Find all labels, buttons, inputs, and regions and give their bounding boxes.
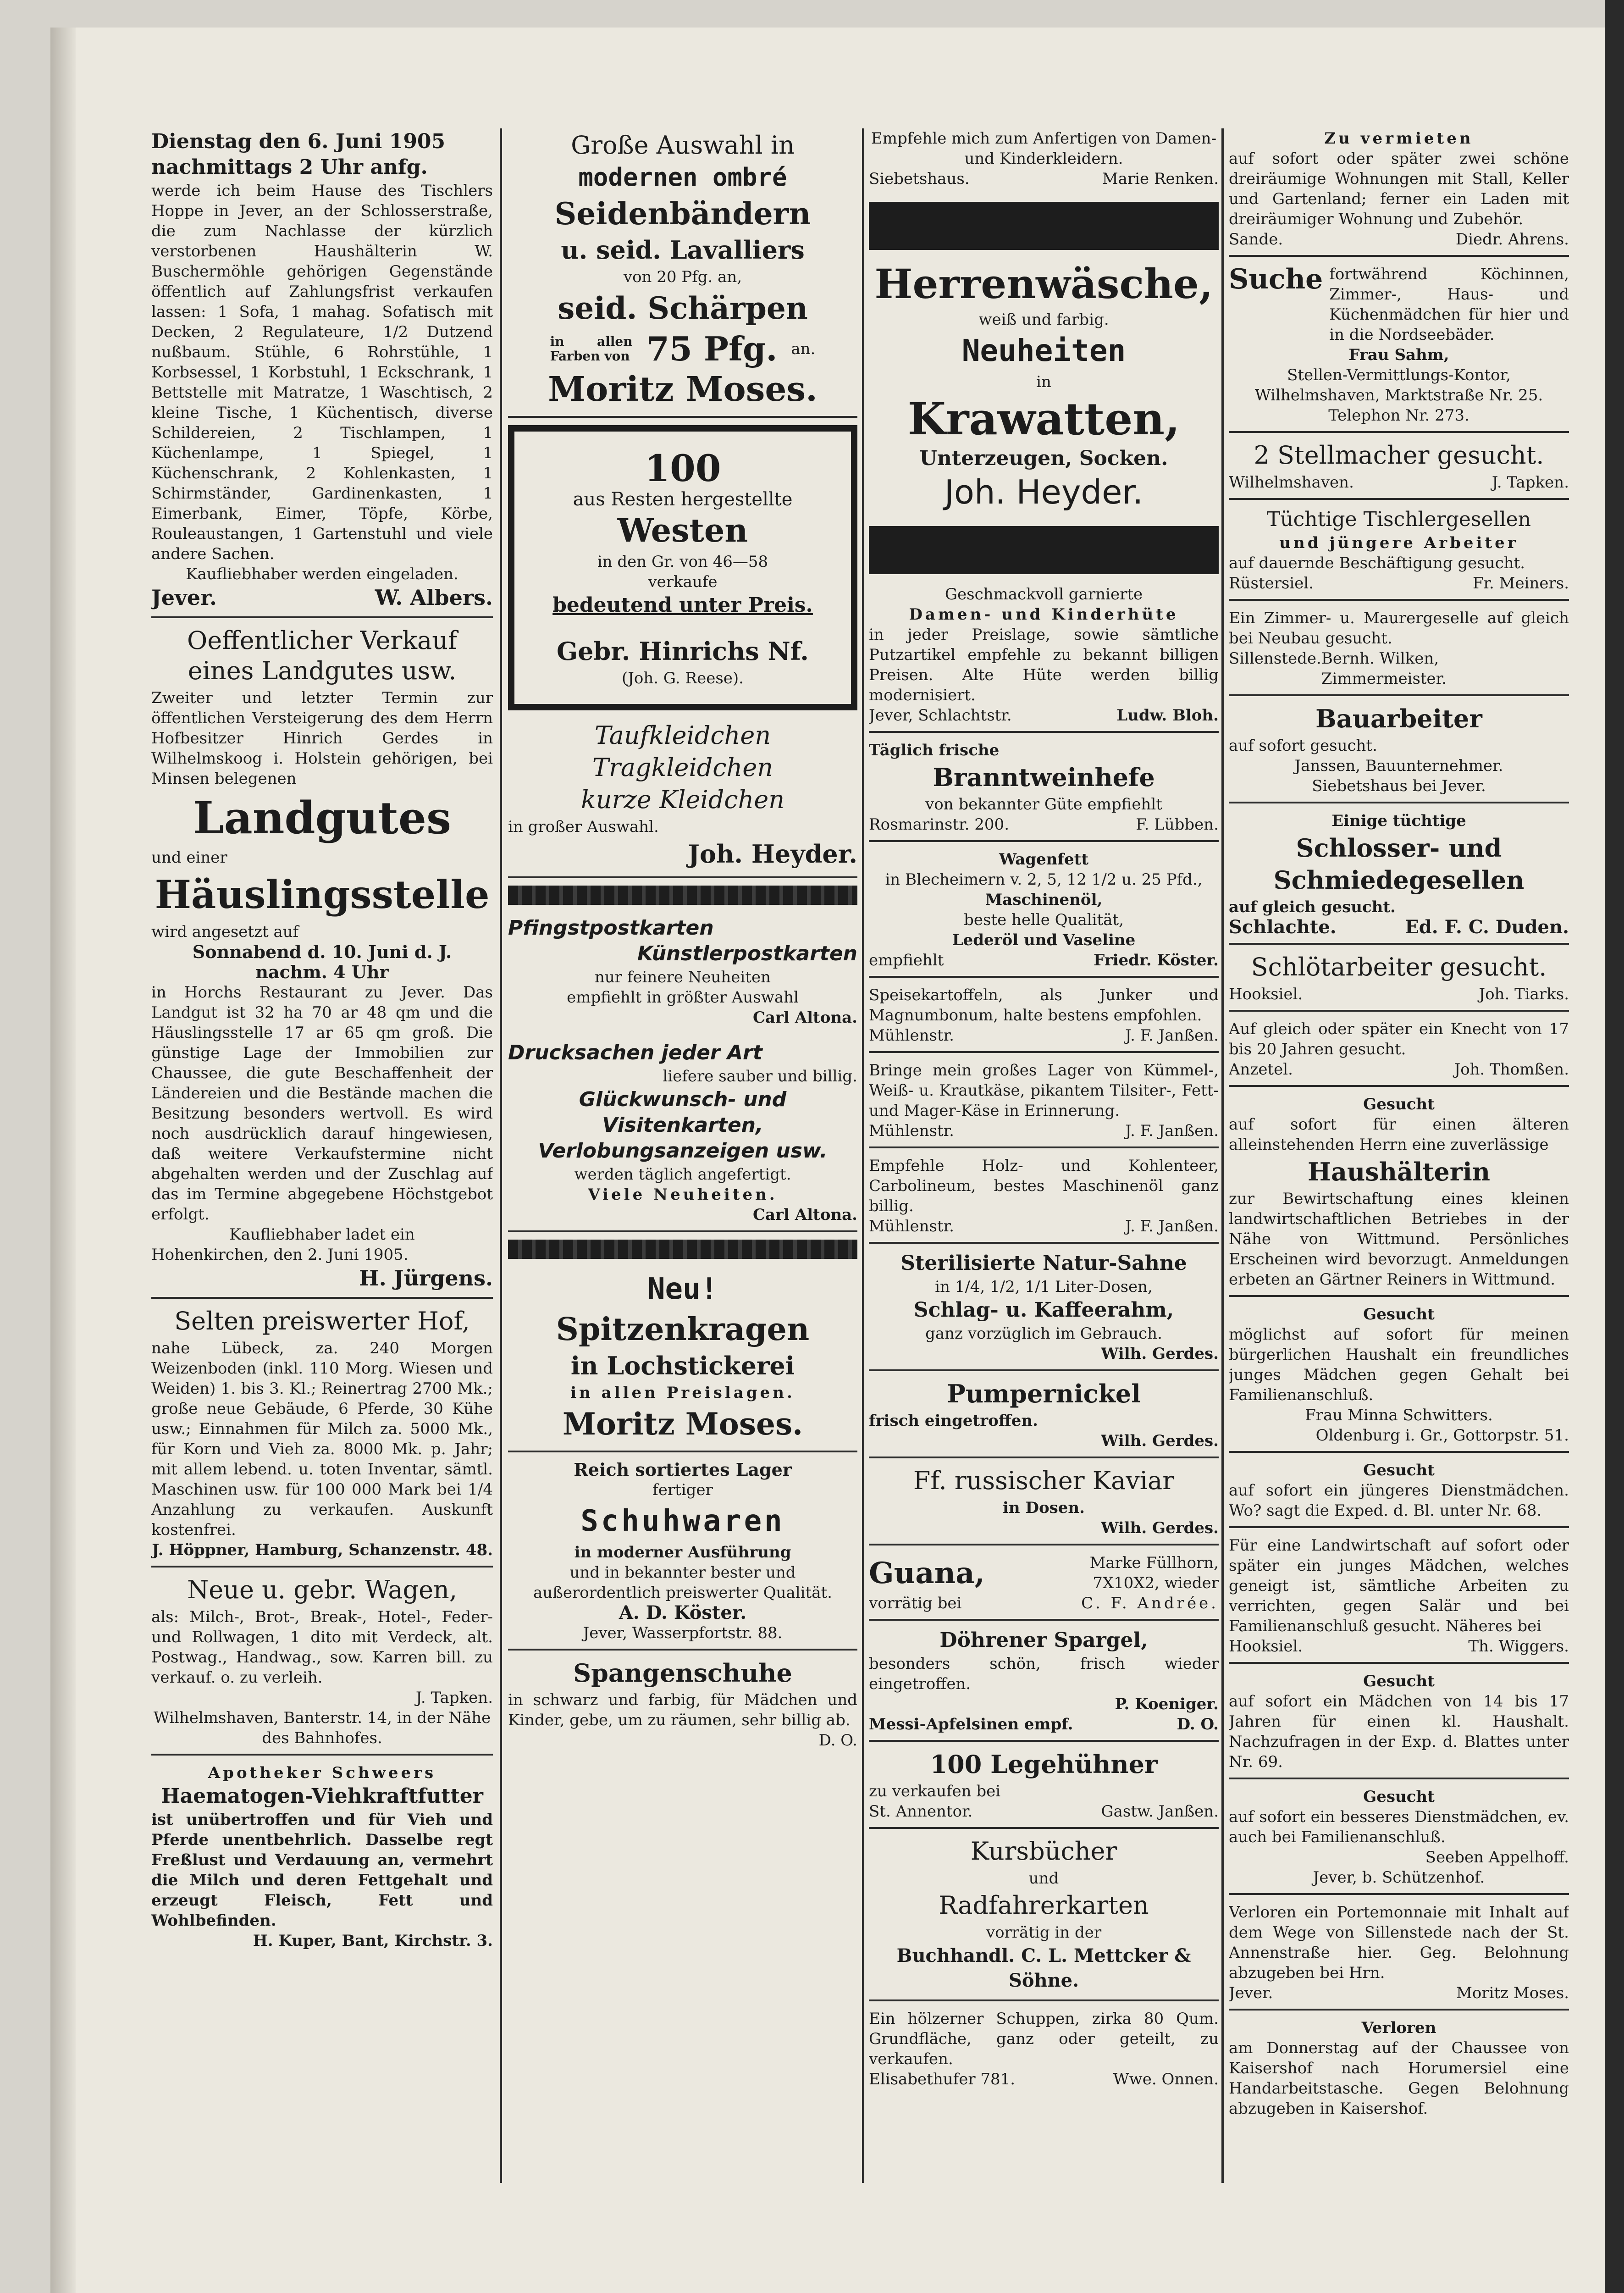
ad-line: auf sofort gesucht.	[1229, 737, 1377, 755]
ad-line: Seidenbändern	[554, 196, 811, 232]
ad-place: Mühlenstr.	[869, 1026, 954, 1045]
ad-place: Schlachte.	[1229, 916, 1337, 938]
ad-line: in allen Preislagen.	[570, 1384, 795, 1402]
ad-signature: Wilh. Gerdes.	[1101, 1345, 1219, 1363]
ad-line: Damen- und Kinderhüte	[909, 605, 1179, 624]
ad-line: Janssen, Bauunternehmer.	[1294, 757, 1503, 775]
ad-signature: D. O.	[1177, 1715, 1219, 1734]
ad-top-line: Gesucht	[1363, 1305, 1435, 1324]
lace-collars-ad	[508, 1270, 857, 1452]
ad-body: auf sofort ein besseres Dienstmädchen, ev. auch bei Familienanschluß.	[1229, 1808, 1569, 1846]
ad-headline: Neue u. gebr. Wagen,	[187, 1575, 457, 1604]
ad-line: bedeutend unter Preis.	[552, 593, 813, 617]
ad-signature: C. F. Andrée.	[1081, 1594, 1219, 1612]
ad-headline: Sterilisierte Natur-Sahne	[900, 1252, 1187, 1275]
ad-body: möglichst auf sofort für meinen bürgerlichen Haushalt ein freundliches junges Mädchen gegen Gehalt bei Familienanschluß.	[1229, 1325, 1569, 1404]
ad-body: werde ich beim Hause des Tischlers Hoppe in Jever, an der Schlosserstraße, die zum Nachlasse der kürzlich verstorbenen Haushälterin W. Buschermöhle gehörigen Gegenstände öffentlich auf Zahlungsfrist verkaufen lassen: 1 Sofa, 1 mahag. Sofatisch mit Decken, 2 Regulateure, 1/2 Dutzend nußbaum. Stühle, 6 Rohrstühle, 1 Korbsessel, 1 Korbstuhl, 1 Eckschrank, 1 Bettstelle mit Matratze, 1 Waschtisch, 2 kleine Tische, 1 Küchentisch, diverse Schildereien, 2 Tischlampen, 1 Küchenlampe, 1 Spiegel, 1 Küchenschrank, 2 Kohlenkasten, 1 Schirmständer, Gardinenkasten, 1 Eimerbank, Eimer, Töpfe, Körbe, Rouleaustangen, 1 Gartenstuhl und viele andere Sachen.	[151, 182, 493, 563]
yeast-ad	[869, 740, 1219, 842]
ad-headline: Oeffentlicher Verkauf eines Landgutes usw.	[187, 626, 458, 685]
vests-ad-frame	[508, 425, 857, 710]
ad-line: Reich sortiertes Lager	[574, 1459, 792, 1480]
timetables-ad	[869, 1836, 1219, 2001]
ad-body: Bringe mein großes Lager von Kümmel-, Weiß- u. Krautkäse, pikantem Tilsiter-, Fett- und Mager-Käse in Erinnerung.	[869, 1061, 1219, 1120]
ad-line: Stellen-Vermittlungs-Kontor,	[1287, 366, 1511, 384]
ad-headline: 2 Stellmacher gesucht.	[1254, 441, 1544, 470]
ad-big-title: Häuslingsstelle	[155, 872, 490, 917]
ad-headline: Schlosser- und	[1296, 833, 1502, 863]
ad-line: Neu!	[647, 1272, 718, 1306]
pumpernickel-ad	[869, 1379, 1219, 1458]
ad-line: Wagenfett	[999, 850, 1089, 869]
ad-line: Taufkleidchen	[594, 721, 771, 750]
ad-headline: Ff. russischer Kaviar	[913, 1466, 1175, 1495]
column-3	[869, 128, 1219, 2183]
ad-line: auf gleich gesucht.	[1229, 898, 1396, 916]
potatoes-ad	[869, 985, 1219, 1053]
ad-body: Ein Zimmer- u. Maurergeselle auf gleich bei Neubau gesucht.	[1229, 609, 1569, 648]
ad-body: auf sofort für einen älteren alleinstehenden Herrn eine zuverlässige	[1229, 1115, 1569, 1154]
ad-place: Elisabethufer 781.	[869, 2070, 1016, 2088]
wanted-young-girl-ad	[1229, 1671, 1569, 1779]
ad-signature: Fr. Meiners.	[1472, 574, 1569, 593]
ad-line: in moderner Ausführung	[574, 1543, 791, 1562]
farm-girl-ad	[1229, 1535, 1569, 1664]
ad-text: und einer	[151, 848, 227, 867]
ad-headline: Schmiedegesellen	[1273, 865, 1525, 895]
column-4	[1229, 128, 1569, 2183]
ad-line: verkaufe	[648, 573, 718, 591]
ad-line: nur feinere Neuheiten	[595, 968, 771, 986]
ad-line: in allen Farben von	[550, 333, 633, 364]
strap-shoes-ad	[508, 1658, 857, 1756]
ad-body: Für eine Landwirtschaft auf sofort oder später ein junges Mädchen, welches geneigt ist, sämtliche Arbeiten zu verrichten, gegen Salär und bei Familienanschluß gesucht. Näheres bei	[1229, 1536, 1569, 1635]
ad-body: in Horchs Restaurant zu Jever. Das Landgut ist 32 ha 70 ar 48 qm und die Häuslingsstelle 17 ar 65 qm groß. Die günstige Lage der Immobilien zur Chaussee, die gute Beschaffenheit der Ländereien und die Bestände machen die Besitzung besonders wertvoll. Es wird noch ausdrücklich darauf hingewiesen, daß weitere Verkaufstermine nicht abgehalten werden und der Zuschlag auf das im Termine abgegebene Höchstgebot erfolgt.	[151, 983, 493, 1224]
ad-headline: Haematogen-Viehkraftfutter	[161, 1784, 483, 1808]
ad-body: auf sofort ein jüngeres Dienstmädchen. Wo? sagt die Exped. d. Bl. unter Nr. 68.	[1229, 1481, 1569, 1520]
ad-place: Mühlenstr.	[869, 1122, 954, 1140]
farmhand-ad	[1229, 1019, 1569, 1087]
ad-line: fertiger	[652, 1481, 713, 1499]
ad-body: Empfehle Holz- und Kohlenteer, Carbolineum, bestes Maschinenöl ganz billig.	[869, 1157, 1219, 1215]
ad-line: Täglich frische	[869, 741, 1000, 759]
ad-line: Neuheiten	[961, 333, 1126, 368]
ad-signature: Joh. Heyder.	[688, 839, 857, 869]
ad-signature: Diedr. Ahrens.	[1455, 230, 1569, 249]
ad-line: Wilhelmshaven, Marktstraße Nr. 25.	[1254, 386, 1543, 404]
ad-body: in jeder Preislage, sowie sämtliche Putzartikel empfehle zu bekannt billigen Preisen. Alte Hüte werden billig modernisiert.	[869, 626, 1219, 704]
ad-top-line: Verloren	[1361, 2019, 1436, 2037]
ad-headline: Dienstag den 6. Juni 1905	[151, 130, 446, 153]
ad-place: Jever.	[1229, 1984, 1273, 2002]
ad-line: von bekannter Güte empfiehlt	[925, 795, 1162, 814]
ad-address: Jever, b. Schützenhof.	[1313, 1868, 1485, 1887]
childrens-dresses-ad	[508, 720, 857, 878]
ad-line: Pfingstpostkarten	[508, 916, 714, 940]
ad-line: Geschmackvoll garnierte	[945, 585, 1143, 604]
asparagus-ad	[869, 1628, 1219, 1742]
ad-name: J. Tapken.	[415, 1689, 493, 1707]
ad-signature: Friedr. Köster.	[1094, 951, 1219, 969]
ad-headline: Tüchtige Tischlergesellen	[1266, 508, 1531, 531]
ad-headline: Krawatten,	[907, 393, 1180, 445]
ad-line: empfiehlt in größter Auswahl	[567, 988, 799, 1007]
ad-signature: J. F. Janßen.	[1125, 1026, 1219, 1045]
ad-signature: F. Lübben.	[1136, 815, 1219, 834]
ad-line: und in bekannter bester und außerordentlich preiswerter Qualität.	[533, 1563, 832, 1602]
ad-line: in	[1036, 373, 1051, 391]
cattle-feed-ad	[151, 1763, 493, 1956]
hats-ad	[869, 584, 1219, 733]
ad-headline: Zu vermieten	[1324, 129, 1474, 148]
mason-ad	[1229, 608, 1569, 696]
ad-headline: 100 Legehühner	[930, 1750, 1158, 1779]
ad-price: 75 Pfg.	[646, 329, 778, 368]
ad-body: am Donnerstag auf der Chaussee von Kaisershof nach Horumersiel eine Handarbeitstasche. Gegen Belohnung abzugeben in Kaisershof.	[1229, 2039, 1569, 2118]
ad-headline: Selten preiswerter Hof,	[174, 1307, 470, 1335]
printing-ad	[508, 1041, 857, 1232]
ad-line: Siebetshaus bei Jever.	[1312, 777, 1486, 795]
scan-right-edge	[1605, 0, 1624, 2293]
ad-line: Einige tüchtige	[1331, 812, 1466, 830]
black-bar	[869, 202, 1219, 250]
ad-body: auf sofort oder später zwei schöne dreiräumige Wohnungen mit Stall, Keller und Gartenland; ferner ein Laden mit dreiräumiger Wohnung und Zubehör.	[1229, 150, 1569, 228]
ad-line: Marke Füllhorn,	[1089, 1554, 1219, 1572]
ad-line: in den Gr. von 46—58	[597, 553, 768, 571]
ad-headline: Haushälterin	[1308, 1157, 1490, 1186]
ad-line: zu verkaufen bei	[869, 1782, 1001, 1800]
ad-line: auf dauernde Beschäftigung gesucht.	[1229, 554, 1525, 572]
ad-signature: Seeben Appelhoff.	[1425, 1848, 1569, 1867]
ad-signature: Carl Altona.	[752, 1206, 857, 1224]
black-bar	[869, 526, 1219, 574]
ad-place: St. Annentor.	[869, 1802, 973, 1821]
lost-purse-ad	[1229, 1902, 1569, 2011]
column-2	[508, 128, 857, 2183]
guano-ad	[869, 1553, 1219, 1621]
ad-line: werden täglich angefertigt.	[574, 1165, 791, 1184]
auction-ad-albers	[151, 129, 493, 618]
tar-ad	[869, 1156, 1219, 1244]
ad-place: Hooksiel.	[1229, 985, 1303, 1003]
farm-sale-ad	[151, 1306, 493, 1567]
silk-ribbons-ad	[508, 130, 857, 418]
ad-place: Wilhelmshaven.	[1229, 473, 1354, 492]
ad-top-line: Gesucht	[1363, 1788, 1435, 1806]
wanted-girl-ad	[1229, 1304, 1569, 1453]
ad-signature: Ed. F. C. Duden.	[1405, 916, 1569, 938]
ad-headline: Pumpernickel	[947, 1379, 1141, 1408]
ad-line: Maschinenöl,	[985, 891, 1103, 909]
ad-address: Jever, Wasserpfortstr. 88.	[583, 1624, 783, 1642]
ad-signature: J. Höppner, Hamburg, Schanzenstr. 48.	[152, 1541, 493, 1559]
ad-headline: Döhrener Spargel,	[939, 1628, 1148, 1652]
ad-signature: Joh. Heyder.	[944, 473, 1143, 511]
ad-line: 7X10X2, wieder	[1093, 1574, 1219, 1592]
column-rule	[862, 128, 864, 2183]
ad-line: frisch eingetroffen.	[869, 1412, 1038, 1430]
ad-line: Künstlerpostkarten	[637, 942, 857, 965]
ad-signature: H. Jürgens.	[359, 1266, 493, 1291]
wagon-ad	[151, 1575, 493, 1756]
ad-address: Wilhelmshaven, Banterstr. 14, in der Nähe des Bahnhofes.	[153, 1709, 491, 1747]
shed-ad	[869, 2009, 1219, 2095]
ad-subheadline: nachmittags 2 Uhr anfg.	[151, 155, 428, 179]
lost-bag-ad	[1229, 2018, 1569, 2124]
ad-line: Drucksachen jeder Art	[508, 1041, 762, 1064]
ad-signature: Moritz Moses.	[1456, 1984, 1569, 2002]
ad-intro: Zweiter und letzter Termin zur öffentlichen Versteigerung des dem Herrn Hofbesitzer Hinrich Gerdes in Wilhelmskoog i. Holstein gehörigen, bei Minsen belegenen	[151, 689, 493, 788]
ad-line: in großer Auswahl.	[508, 818, 659, 836]
ad-place: Hooksiel.	[1229, 1637, 1303, 1656]
postcards-ad	[508, 916, 857, 1033]
ad-signature: Frau Minna Schwitters.	[1305, 1406, 1493, 1424]
ad-headline: Herrenwäsche,	[874, 260, 1213, 308]
ad-signature: J. Tapken.	[1491, 473, 1569, 492]
ad-line: in Lochstickerei	[570, 1351, 795, 1380]
ad-headline: Kursbücher	[970, 1837, 1117, 1866]
ad-line: Tragkleidchen	[592, 753, 773, 782]
ad-signature: Moritz Moses.	[548, 370, 818, 409]
menswear-ad	[869, 260, 1219, 519]
ad-line: in Dosen.	[1003, 1499, 1085, 1517]
ad-line: beste helle Qualität,	[964, 911, 1124, 929]
ad-body: Verloren ein Portemonnaie mit Inhalt auf dem Wege von Sillenstede nach der St. Annenstraße hier. Geg. Belohnung abzugeben bei Hrn.	[1229, 1903, 1569, 1982]
cheese-ad	[869, 1060, 1219, 1148]
ad-place: Rosmarinstr. 200.	[869, 815, 1009, 834]
ad-signature: A. D. Köster.	[619, 1602, 747, 1623]
ad-date: Sonnabend d. 10. Juni d. J.	[192, 942, 452, 962]
ad-place: Sande.	[1229, 230, 1283, 249]
ad-signature: Ludw. Bloh.	[1116, 706, 1219, 725]
ad-signature: D. O.	[818, 1731, 857, 1750]
ad-text: wird angesetzt auf	[151, 923, 299, 941]
ad-place: Jever, Schlachtstr.	[869, 706, 1012, 725]
ad-line: von 20 Pfg. an,	[623, 268, 742, 286]
page-binding-shadow	[50, 28, 76, 2293]
grease-oil-ad	[869, 849, 1219, 978]
ad-signature: Th. Wiggers.	[1468, 1637, 1569, 1656]
carpenters-ad	[1229, 507, 1569, 601]
ad-body: Empfehle mich zum Anfertigen von Damen- und Kinderkleidern.	[871, 129, 1217, 168]
ad-headline: Schuhwaren	[580, 1504, 785, 1538]
ad-body: fortwährend Köchinnen, Zimmer-, Haus- und Küchenmädchen für hier und in die Nordseebäder.	[1329, 265, 1569, 344]
ad-top-line: Gesucht	[1363, 1095, 1435, 1113]
ad-line: Schlag- u. Kaffeerahm,	[913, 1298, 1174, 1322]
ad-body: ist unübertroffen und für Vieh und Pferde unentbehrlich. Dasselbe regt Freßlust und Verdauung an, vermehrt die Milch und deren Fettgehalt und erzeugt Fleisch, Fett und Wohlbefinden.	[151, 1811, 493, 1930]
ad-body: zur Bewirtschaftung eines kleinen landwirtschaftlichen Betriebes in der Nähe von Wittmund. Persönliches Erscheinen wird bevorzugt. Anmeldungen erbeten an Gärtner Reiners in Wittmund.	[1229, 1190, 1569, 1289]
ad-line: kurze Kleidchen	[580, 785, 785, 814]
ad-headline: Westen	[617, 511, 748, 549]
ad-line: aus Resten hergestellte	[573, 489, 793, 510]
ad-signature: Wilh. Gerdes.	[1101, 1519, 1219, 1537]
ad-body: besonders schön, frisch wieder eingetroffen.	[869, 1655, 1219, 1693]
ad-text: empfiehlt	[869, 951, 944, 969]
ad-signature: Wwe. Onnen.	[1113, 2070, 1219, 2088]
ad-time: nachm. 4 Uhr	[255, 962, 389, 982]
ad-signature: Frau Sahm,	[1348, 346, 1449, 364]
construction-workers-ad	[1229, 703, 1569, 803]
ad-line: Große Auswahl in	[571, 131, 795, 160]
column-rule	[1221, 128, 1224, 2183]
column-1	[151, 128, 493, 2183]
ad-headline: Suche	[1229, 263, 1323, 295]
decorative-band	[508, 886, 857, 905]
ad-headline: Branntweinhefe	[933, 763, 1155, 792]
ad-number: 100	[644, 447, 721, 490]
ad-line: in 1/4, 1/2, 1/1 Liter-Dosen,	[935, 1278, 1153, 1296]
for-rent-ad	[1229, 128, 1569, 257]
ad-line: weiß und farbig.	[978, 310, 1109, 329]
ad-headline: Guana,	[869, 1556, 985, 1590]
ad-body: auf sofort ein Mädchen von 14 bis 17 Jahren für einen kl. Haushalt. Nachzufragen in der Exp. d. Blattes unter Nr. 69.	[1229, 1692, 1569, 1771]
ad-signature: Carl Altona.	[752, 1008, 857, 1027]
ad-line: in Blecheimern v. 2, 5, 12 1/2 u. 25 Pfd.,	[885, 870, 1203, 889]
employment-agency-ad	[1229, 264, 1569, 433]
ad-line: ganz vorzüglich im Gebrauch.	[925, 1324, 1162, 1343]
ad-signature: Gebr. Hinrichs Nf.	[557, 637, 809, 666]
ad-line: modernen ombré	[578, 163, 787, 192]
ad-signature: Buchhandl. C. L. Mettcker & Söhne.	[896, 1945, 1191, 1991]
cream-ad	[869, 1251, 1219, 1371]
ad-signature: P. Koeniger.	[1115, 1695, 1219, 1713]
ad-line: Telephon Nr. 273.	[1328, 406, 1469, 425]
ad-body: als: Milch-, Brot-, Break-, Hotel-, Feder- und Rollwagen, 1 dito mit Verdeck, alt. Postwag., Handwag., sow. Karren bill. zu verkauf. o. zu verleih.	[151, 1608, 493, 1687]
ad-line: Messi-Apfelsinen empf.	[869, 1715, 1073, 1734]
ad-line: Viele Neuheiten.	[588, 1185, 778, 1204]
ad-top-line: Apotheker Schweers	[208, 1764, 436, 1782]
estate-sale-ad	[151, 626, 493, 1299]
caviar-ad	[869, 1466, 1219, 1545]
ad-address: Oldenburg i. Gr., Gottorpstr. 51.	[1315, 1426, 1569, 1445]
ad-line: und	[1028, 1869, 1059, 1888]
ad-line: und jüngere Arbeiter	[1279, 534, 1519, 552]
ad-line: u. seid. Lavalliers	[561, 235, 805, 265]
ad-top-line: Gesucht	[1363, 1461, 1435, 1479]
decorative-band	[508, 1240, 857, 1259]
ad-line: Verlobungsanzeigen usw.	[538, 1139, 828, 1163]
ad-place: Sillenstede.	[1229, 649, 1321, 668]
ad-place: Mühlenstr.	[869, 1217, 954, 1235]
ad-line: seid. Schärpen	[558, 290, 808, 326]
ad-invite: Kaufliebhaber ladet ein	[229, 1225, 415, 1244]
ad-signature: Joh. Tiarks.	[1479, 985, 1569, 1003]
ad-signature: J. F. Janßen.	[1125, 1217, 1219, 1235]
ad-signature: Bernh. Wilken, Zimmermeister.	[1321, 649, 1447, 688]
ad-signature: J. F. Janßen.	[1125, 1122, 1219, 1140]
ad-headline: Schlötarbeiter gesucht.	[1251, 953, 1547, 981]
ad-line: Glückwunsch- und	[579, 1088, 787, 1111]
ad-line: (Joh. G. Reese).	[622, 669, 744, 687]
ad-signature: H. Kuper, Bant, Kirchstr. 3.	[253, 1932, 493, 1950]
hens-ad	[869, 1749, 1219, 1829]
ad-body: Auf gleich oder später ein Knecht von 17 bis 20 Jahren gesucht.	[1229, 1020, 1569, 1058]
housekeeper-ad	[1229, 1094, 1569, 1297]
wanted-servant-ad	[1229, 1787, 1569, 1895]
ad-place: Anzetel.	[1229, 1060, 1293, 1079]
ad-signature: Marie Renken.	[1102, 170, 1219, 188]
ad-signature: W. Albers.	[375, 585, 493, 610]
ad-place: Hohenkirchen, den 2. Juni 1905.	[151, 1246, 409, 1264]
ad-signature: Gastw. Janßen.	[1101, 1802, 1219, 1821]
ad-body: Ein hölzerner Schuppen, zirka 80 Qum. Grundfläche, ganz oder geteilt, zu verkaufen.	[869, 2010, 1219, 2068]
ad-signature: Wilh. Gerdes.	[1101, 1432, 1219, 1450]
ad-body: Speisekartoffeln, als Junker und Magnumbonum, halte bestens empfohlen.	[869, 986, 1219, 1025]
ad-signature: Joh. Thomßen.	[1454, 1060, 1569, 1079]
ad-invite: Kaufliebhaber werden eingeladen.	[186, 565, 458, 583]
ad-line: an.	[791, 339, 816, 358]
ad-signature: Moritz Moses.	[562, 1406, 803, 1442]
dressmaker-ad	[869, 128, 1219, 194]
ad-line: Lederöl und Vaseline	[952, 931, 1136, 949]
locksmiths-ad	[1229, 811, 1569, 945]
ad-line: vorrätig bei	[869, 1594, 962, 1612]
wheelwrights-ad	[1229, 440, 1569, 500]
ad-place: Siebetshaus.	[869, 170, 970, 188]
ad-headline: Radfahrerkarten	[939, 1891, 1149, 1920]
shoes-ad	[508, 1460, 857, 1651]
ad-line: Unterzeugen, Socken.	[919, 447, 1168, 470]
column-rule	[500, 128, 502, 2183]
ad-body: in schwarz und farbig, für Mädchen und Kinder, gebe, um zu räumen, sehr billig ab.	[508, 1691, 857, 1729]
ad-place: Rüstersiel.	[1229, 574, 1314, 593]
ad-big-title: Landgutes	[193, 792, 451, 844]
sluice-workers-ad	[1229, 952, 1569, 1012]
ad-line: liefere sauber und billig.	[663, 1067, 857, 1086]
wanted-maid-ad	[1229, 1460, 1569, 1528]
ad-headline: Spangenschuhe	[573, 1658, 792, 1688]
ad-line: Visitenkarten,	[602, 1113, 763, 1137]
ad-headline: Spitzenkragen	[556, 1311, 810, 1348]
ad-headline: Bauarbeiter	[1315, 704, 1482, 733]
ad-place: Jever.	[151, 585, 217, 610]
ad-top-line: Gesucht	[1363, 1672, 1435, 1690]
ad-line: vorrätig in der	[986, 1923, 1102, 1942]
ad-body: nahe Lübeck, za. 240 Morgen Weizenboden (inkl. 110 Morg. Wiesen und Weiden) 1. bis 3. Kl.; Reinertrag 2700 Mk.; große neue Gebäude, 6 Pferde, 30 Kühe usw.; Einnahmen für Milch za. 5000 Mk., für Korn und Vieh za. 8000 Mk. p. Jahr; mit allem lebend. u. toten Inventar, sämtl. Maschinen usw. für 100 000 Mark bei 1/4 Anzahlung zu verkaufen. Auskunft kostenfrei.	[151, 1339, 493, 1539]
